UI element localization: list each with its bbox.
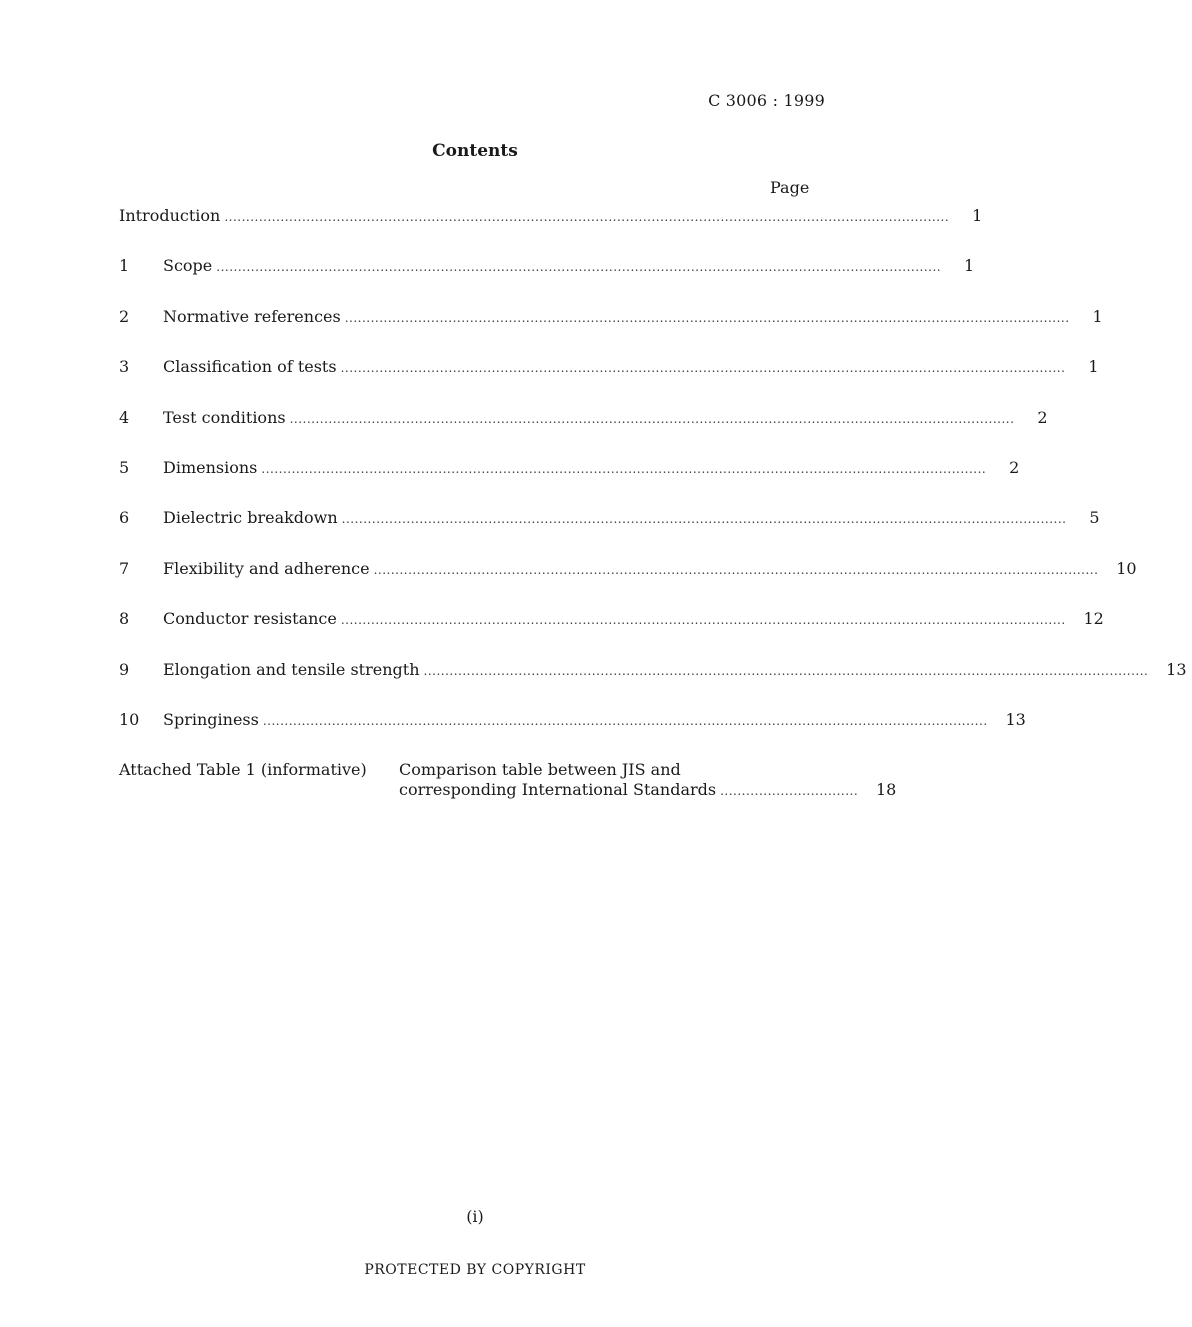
toc-entry-title: Conductor resistance xyxy=(163,609,337,629)
toc-entry[interactable] xyxy=(119,256,975,306)
document-id: C 3006 : 1999 xyxy=(708,91,825,110)
toc-entry-page: 1 xyxy=(964,256,975,276)
toc-entry-title: Scope xyxy=(163,256,213,276)
toc-entry-title: Classification of tests xyxy=(163,357,337,377)
toc-entry-number: 10 xyxy=(119,709,140,729)
toc-entry-page: 13 xyxy=(1166,659,1187,679)
page-number: (i) xyxy=(466,1207,484,1226)
toc-entry-number: 5 xyxy=(119,457,130,477)
toc-entry-title: Dimensions xyxy=(163,457,258,477)
dot-leader: ........................................................................................................................................................................ xyxy=(423,663,1149,678)
toc-entry-page: 13 xyxy=(1005,709,1026,729)
toc-entry-title: Elongation and tensile strength xyxy=(163,659,420,679)
toc-entry-number: 8 xyxy=(119,609,130,629)
toc-entry[interactable] xyxy=(119,306,1103,357)
dot-leader: ........................................................................................................................................................................ xyxy=(261,461,987,476)
toc-entry-page: 12 xyxy=(1083,609,1104,629)
toc-entry-page: 2 xyxy=(1009,457,1020,477)
toc-entry-page: 1 xyxy=(972,206,983,225)
toc-entry-number: 2 xyxy=(119,306,130,326)
attached-table-line-1: Comparison table between JIS and xyxy=(399,760,681,779)
toc-entry-number: 7 xyxy=(119,558,130,578)
attached-table-description xyxy=(399,760,897,802)
toc-entry-title: Dielectric breakdown xyxy=(163,508,338,528)
toc-entry-number: 3 xyxy=(119,357,130,377)
toc-entry-title: Introduction xyxy=(119,206,221,225)
attached-table-line-2: corresponding International Standards xyxy=(399,780,717,799)
dot-leader: ........................................................................................................................................................................ xyxy=(216,260,942,275)
toc-entry-page: 1 xyxy=(1092,306,1103,326)
attached-table-label: Attached Table 1 (informative) xyxy=(119,760,367,779)
dot-leader: ........................................................................................................................................................................ xyxy=(262,713,988,728)
toc-entry[interactable] xyxy=(119,659,1187,710)
toc-entry[interactable] xyxy=(119,357,1099,407)
toc-entry[interactable] xyxy=(119,609,1104,659)
dot-leader: ........................................................................................................................................................................ xyxy=(340,361,1066,376)
toc-entry[interactable] xyxy=(119,709,1026,760)
toc-entry[interactable] xyxy=(119,558,1137,609)
attached-table-page: 18 xyxy=(875,780,897,799)
toc-entry-number: 4 xyxy=(119,407,130,427)
page-title: Contents xyxy=(432,141,518,161)
toc-entry-page: 5 xyxy=(1089,508,1100,528)
toc-entry-page: 2 xyxy=(1037,407,1048,427)
toc-entry-number: 1 xyxy=(119,256,130,276)
dot-leader: ........................................................................................................................................................................ xyxy=(224,210,950,224)
toc-entry[interactable] xyxy=(119,407,1048,458)
toc-entry-title: Springiness xyxy=(163,709,259,729)
dot-leader: ........................................................................................................................................................................ xyxy=(340,613,1066,628)
dot-leader: ........................................................................................................................................................................ xyxy=(373,562,1099,577)
toc-entry-title: Flexibility and adherence xyxy=(163,558,370,578)
toc-entry-number: 9 xyxy=(119,659,130,679)
toc-entry-title: Normative references xyxy=(163,306,341,326)
toc-entry[interactable] xyxy=(119,457,1020,508)
toc-entry[interactable] xyxy=(119,508,1100,558)
dot-leader: ........................................................................................................................................................................ xyxy=(341,512,1067,527)
toc-entry-page: 10 xyxy=(1116,558,1137,578)
toc-entry-title: Test conditions xyxy=(163,407,286,427)
toc-entry-number: 6 xyxy=(119,508,130,528)
toc-entry-page: 1 xyxy=(1088,357,1099,377)
page-column-label: Page xyxy=(770,178,810,197)
toc-entry-introduction[interactable] xyxy=(119,206,983,256)
dot-leader: ................................ xyxy=(720,784,859,798)
copyright-notice: PROTECTED BY COPYRIGHT xyxy=(364,1262,586,1278)
table-of-contents xyxy=(119,206,1187,760)
dot-leader: ........................................................................................................................................................................ xyxy=(289,411,1015,426)
dot-leader: ........................................................................................................................................................................ xyxy=(344,310,1070,325)
